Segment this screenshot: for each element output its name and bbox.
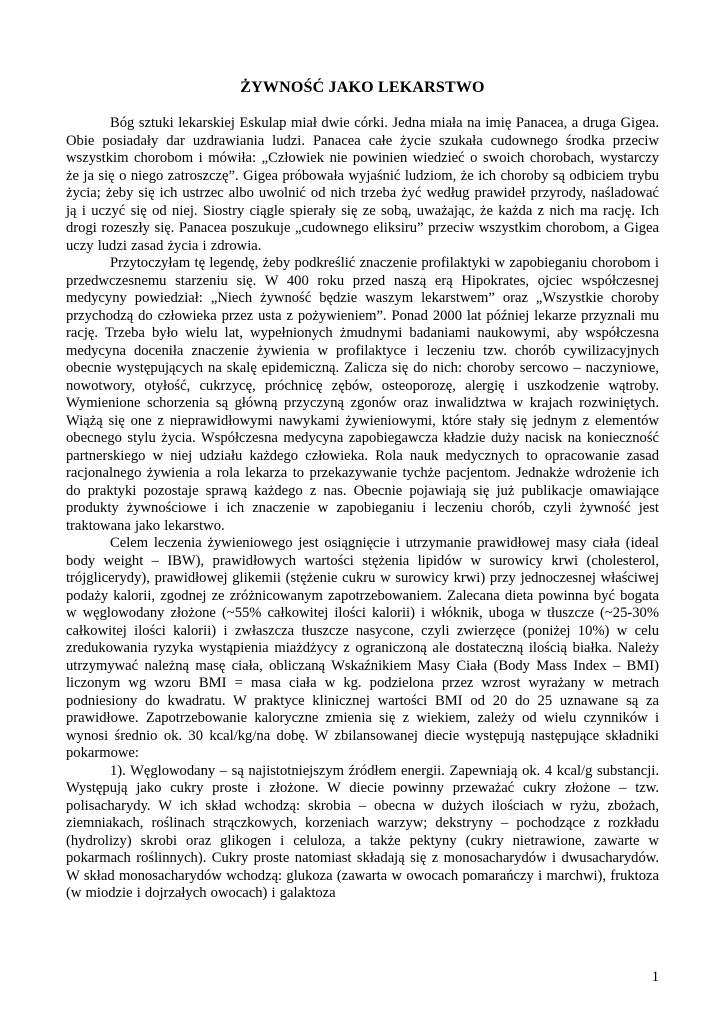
document-title: ŻYWNOŚĆ JAKO LEKARSTWO — [240, 79, 485, 96]
paragraph-prophylaxis: Przytoczyłam tę legendę, żeby podkreślić znaczenie profilaktyki w zapobieganiu chorobom i przedwczesnemu starzeniu się. W 400 roku przed naszą erą Hipokrates, ojciec współczesnej medycyny powiedział: „Niech żywność będzie waszym lekarstwem” oraz „Wszystkie choroby przychodzą do człowieka przez usta z pożywieniem”. Ponad 2000 lat później lekarze przyznali mu rację. Trzeba było wielu lat, wypełnionych żmudnymi badaniami naukowymi, aby współczesna medycyna doceniła znaczenie żywienia w profilaktyce i leczeniu tzw. chorób cywilizacyjnych obecnie występujących na skalę epidemiczną. Zalicza się do nich: choroby sercowo – naczyniowe, nowotwory, otyłość, cukrzycę, próchnicę zębów, osteoporozę, alergię i uszkodzenie wątroby. Wymienione schorzenia są główną przyczyną zgonów oraz inwalidztwa w krajach rozwiniętych. Wiążą się one z nieprawidłowymi nawykami żywieniowymi, które stały się jednym z elementów obecnego stylu życia. Współczesna medycyna zapobiegawcza kładzie duży nacisk na konieczność partnerskiego w niej udziału każdego człowieka. Rola nauk medycznych to opracowanie zasad racjonalnego żywienia a rola lekarza to przekazywanie tychże pacjentom. Jednakże wdrożenie ich do praktyki pozostaje sprawą każdego z nas. Obecnie pojawiają się już publikacje omawiające produkty żywnościowe i ich znaczenie w zapobieganiu i leczeniu chorób, czyli żywność jest traktowana jako lekarstwo. — [66, 255, 659, 534]
paragraph-carbohydrates: 1). Węglowodany – są najistotniejszym źródłem energii. Zapewniają ok. 4 kcal/g substancji. Występują jako cukry proste i złożone. W diecie powinny przeważać cukry złożone – tzw. polisacharydy. W ich skład wchodzą: skrobia – obecna w dużych ilościach w ryżu, zbożach, ziemniakach, roślinach strączkowych, korzeniach warzyw; dekstryny – pochodzące z rozkładu (hydrolizy) skrobi oraz glikogen i celuloza, a także pektyny (cukry nietrawione, zawarte w pokarmach roślinnych). Cukry proste natomiast składają się z monosacharydów i dwusacharydów. W skład monosacharydów wchodzą: glukoza (zawarta w owocach pomarańczy i marchwi), fruktoza (w miodzie i dojrzałych owocach) i galaktoza — [66, 762, 659, 902]
page-number: 1 — [651, 968, 659, 985]
paragraph-intro-legend: Bóg sztuki lekarskiej Eskulap miał dwie córki. Jedna miała na imię Panacea, a druga Gigea. Obie posiadały dar uzdrawiania ludzi. Panacea całe życie szukała cudownego środka przeciw wszystkim chorobom i mówiła: „Człowiek nie powinien wiedzieć o swoich chorobach, wystarczy że ja się o niego zatroszczę”. Gigea próbowała wyjaśnić ludziom, że ich choroby są odbiciem trybu życia; żeby się ich ustrzec albo uwolnić od nich trzeba żyć według prawideł przyrody, naśladować ją i uczyć się od niej. Siostry ciągle spierały się ze sobą, uważając, że każda z nich ma rację. Ich drogi rozeszły się. Panacea poszukuje „cudownego eliksiru” przeciw wszystkim chorobom, a Gigea uczy ludzi zasad życia i zdrowia. — [66, 115, 659, 254]
paragraph-diet-goals: Celem leczenia żywieniowego jest osiągnięcie i utrzymanie prawidłowej masy ciała (ideal body weight – IBW), prawidłowych wartości stężenia lipidów w surowicy krwi (cholesterol, trójglicerydy), prawidłowej glikemii (stężenie cukru w surowicy krwi) przy jednoczesnej właściwej podaży kalorii, zgodnej ze zróżnicowanym zapotrzebowaniem. Zalecana dieta powinna być bogata w węglowodany złożone (~55% całkowitej ilości kalorii) i włóknik, uboga w tłuszcze (~25-30% całkowitej ilości kalorii) i zwłaszcza tłuszcze nasycone, czyli zwierzęce (poniżej 10%) w celu zredukowania ryzyka wystąpienia miażdżycy z ograniczoną ale dostateczną ilością białka. Należy utrzymywać należną masę ciała, obliczaną Wskaźnikiem Masy Ciała (Body Mass Index – BMI) liczonym wg wzoru BMI = masa ciała w kg. podzielona przez wzrost wyrażany w metrach podniesiony do kwadratu. W praktyce klinicznej wartości BMI od 20 do 25 uznawane są za prawidłowe. Zapotrzebowanie kaloryczne zmienia się z wiekiem, zależy od wielu czynników i wynosi średnio ok. 30 kcal/kg/na dobę. W zbilansowanej diecie występują następujące składniki pokarmowe: — [66, 535, 659, 762]
document-body — [66, 115, 659, 903]
